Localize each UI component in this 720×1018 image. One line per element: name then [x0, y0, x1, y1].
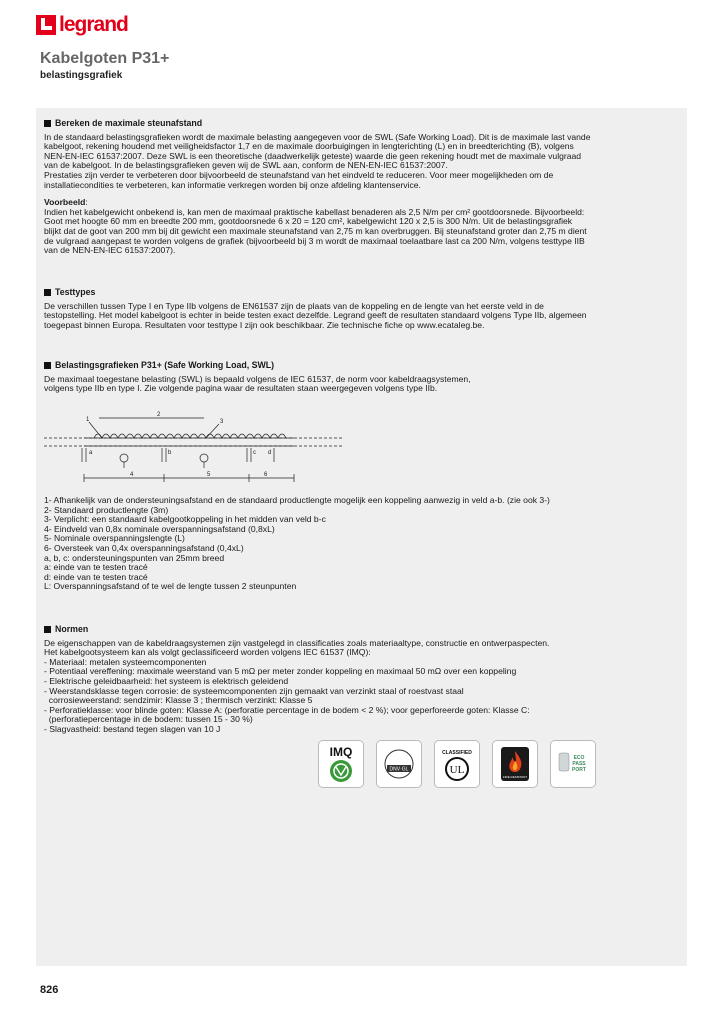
section-heading [44, 625, 664, 635]
text-line: volgens type IIb en type I. Zie volgende pagina waar de resultaten staan weergegeven volgens type IIb. [44, 383, 438, 394]
fire-icon [495, 743, 535, 785]
legend-item: 1- Afhankelijk van de ondersteuningsafstand en de standaard productlengte mogelijk een koppeling aanwezig in veld a-b. (zie ook 3-) [44, 495, 550, 505]
example-paragraph [44, 208, 664, 256]
ul-cert [434, 740, 480, 788]
section-heading [44, 361, 664, 371]
heading-text: Belastingsgrafieken P31+ (Safe Working Load, SWL) [55, 360, 275, 370]
brand-name: legrand [59, 13, 128, 36]
heading-text: Bereken de maximale steunafstand [55, 118, 203, 128]
legend-item: 3- Verplicht: een standaard kabelgootkoppeling in het midden van veld b-c [44, 514, 326, 525]
svg-text:ECO: ECO [573, 755, 585, 761]
label-3: 3 [220, 419, 224, 425]
section-heading [44, 288, 664, 298]
text-line: testopstelling. Het model kabelgoot is echter in beide testen exact dezelfde. Legrand geeft de resultaten standaard volgens Type IIb, algemeen [44, 310, 587, 321]
svg-text:PORT: PORT [572, 767, 586, 773]
example-label: Voorbeeld: [44, 197, 88, 208]
label-6: 6 [264, 472, 268, 478]
legend-item: a: einde van te testen tracé [44, 562, 148, 573]
text-line: De maximaal toegestane belasting (SWL) is bepaald volgens de IEC 61537, de norm voor kabeldraagsystemen, [44, 373, 471, 384]
paragraph [44, 133, 664, 191]
svg-text:DNV·GL: DNV·GL [389, 766, 409, 773]
dnv-gl-logo-icon [379, 743, 419, 785]
svg-text:UL: UL [449, 764, 465, 776]
eco-passport-logo-icon [553, 743, 593, 785]
label-d: d [268, 450, 272, 456]
legend-item: a, b, c: ondersteuningspunten van 25mm breed [44, 552, 225, 563]
eco-passport-cert [550, 740, 596, 788]
label-5: 5 [207, 472, 211, 478]
legend-item: 5- Nominale overspanningslengte (L) [44, 533, 185, 544]
svg-text:PASS: PASS [572, 761, 586, 767]
certification-logos [318, 740, 596, 788]
text-line: installatiecondities te verbeteren, kan informatie verkregen worden bij onze afdeling klantenservice. [44, 179, 421, 190]
svg-text:FIRE RESISTANT: FIRE RESISTANT [502, 775, 528, 779]
text-line: blijkt dat de goot van 200 mm bij dit gewicht een maximale steunafstand van 2,75 m kan overbruggen. Bij steunafstand groter dan 2,75 m dient [44, 225, 587, 236]
label-c: c [253, 450, 256, 456]
text-line: Goot met hoogte 60 mm en breedte 200 mm, gootdoorsnede 6 x 20 = 120 cm², kabelgewicht 120 x 2,5 is 300 N/m. Uit de belastingsgrafiek [44, 216, 573, 227]
text-line: corrosieweerstand: sendzimir: Klasse 3 ; thermisch verzinkt: Klasse 5 [44, 695, 313, 706]
page-number: 826 [40, 984, 59, 996]
text-line: In de standaard belastingsgrafieken wordt de maximale belasting aangegeven voor de SWL (Safe Working Load). Dit is de maximale last vande [44, 131, 591, 142]
heading-text: Normen [55, 624, 89, 634]
page-subtitle: belastingsgrafiek [40, 70, 123, 81]
section-steunafstand [44, 119, 664, 256]
heading-text: Testtypes [55, 287, 96, 297]
imq-logo-icon [321, 743, 361, 785]
label-2: 2 [157, 412, 161, 418]
square-bullet-icon [44, 120, 51, 127]
legend-item: 4- Eindveld van 0,8x nominale overspanningsafstand (0,8xL) [44, 523, 275, 534]
section-heading [44, 119, 664, 129]
square-bullet-icon [44, 626, 51, 633]
text-line: - Potentiaal vereffening: maximale weerstand van 5 mΩ per meter zonder koppeling en maximaal 50 mΩ over een koppeling [44, 666, 517, 677]
example-label-text: Voorbeeld [44, 197, 86, 208]
text-line: De verschillen tussen Type I en Type IIb volgens de EN61537 zijn de plaats van de koppeling en de lengte van het eerste veld in de [44, 300, 544, 311]
ul-classified-logo-icon [437, 743, 477, 785]
text-line: - Elektrische geleidbaarheid: het systeem is elektrisch geleidend [44, 675, 289, 686]
label-a: a [89, 450, 93, 456]
square-bullet-icon [44, 362, 51, 369]
text-line: De eigenschappen van de kabeldraagsystemen zijn vastgelegd in classificaties zoals materiaaltype, constructie en ontwerpaspecten. [44, 637, 550, 648]
text-line: - Materiaal: metalen systeemcomponenten [44, 656, 207, 667]
text-line: de vulgraad aangepast te worden volgens de grafiek (bijvoorbeeld bij 3 m wordt de maximaal toelaatbare last ca 200 N/m, volgens testtype IIB [44, 235, 585, 246]
text-line: van de NEN-EN-IEC 61537:2007). [44, 245, 176, 256]
imq-cert [318, 740, 364, 788]
legrand-logo-icon [36, 15, 56, 35]
text-line: - Perforatieklasse: voor blinde goten: Klasse A: (perforatie percentage in de bodem < 2 %); voor geperforeerde goten: Klasse C: [44, 704, 530, 715]
label-4: 4 [130, 472, 134, 478]
text-line: Prestaties zijn verder te verbeteren door bijvoorbeeld de steunafstand van het eindveld te reduceren. Voor meer mogelijkheden om de [44, 169, 554, 180]
text-line: Het kabelgootsysteem kan als volgt geclassificeerd worden volgens IEC 61537 (IMQ): [44, 647, 371, 658]
label-b: b [168, 450, 172, 456]
text-line: NEN-EN-IEC 61537:2007. Deze SWL is een theoretische (daadwerkelijk geteste) waarde die geen rekening houdt met de maximale vulgraad [44, 150, 582, 161]
brand-logo [36, 14, 128, 36]
text-line: toegepast binnen Europa. Resultaten voor testtype I zijn ook beschikbaar. Zie technische fiche op www.ecataleg.be. [44, 319, 485, 330]
page-title: Kabelgoten P31+ [40, 50, 170, 67]
svg-text:CLASSIFIED: CLASSIFIED [442, 750, 472, 756]
test-setup-diagram [44, 410, 344, 490]
text-line: Indien het kabelgewicht onbekend is, kan men de maximaal praktische kabellast benaderen als 2,5 N/m per cm² gootdoorsnede. Bijvoorbeeld: [44, 206, 585, 217]
legend-item: L: Overspanningsafstand of te wel de lengte tussen 2 steunpunten [44, 581, 297, 592]
square-bullet-icon [44, 289, 51, 296]
label-1: 1 [86, 417, 90, 423]
load-indicator [120, 454, 128, 462]
section-grafieken [44, 361, 664, 394]
section-normen [44, 625, 664, 735]
text-line: (perforatiepercentage in de bodem: tussen 15 - 30 %) [44, 714, 253, 725]
text-line: - Weerstandsklasse tegen corrosie: de systeemcomponenten zijn gemaakt van verzinkt staal of roestvast staal [44, 685, 464, 696]
legend-item: 2- Standaard productlengte (3m) [44, 504, 169, 515]
fire-resistant-cert [492, 740, 538, 788]
text-line: - Slagvastheid: bestand tegen slagen van 10 J [44, 723, 221, 734]
dnv-cert [376, 740, 422, 788]
text-line: van de kabelgoot. In de belastingsgrafieken geven wij de SWL aan, conform de NEN-EN-IEC 61537:2007. [44, 160, 448, 171]
legend-item: 6- Oversteek van 0,4x overspanningsafstand (0,4xL) [44, 542, 244, 553]
section-testtypes [44, 288, 664, 330]
legend-item: d: einde van te testen tracé [44, 571, 148, 582]
cable-load-coils [94, 434, 286, 438]
load-indicator [200, 454, 208, 462]
svg-text:IMQ: IMQ [329, 745, 353, 759]
text-line: kabelgoot, rekening houdend met veiligheidsfactor 1,7 en de maximale doorbuigingen in lengterichting (L) en in breedterichting (B), volgens [44, 141, 574, 152]
legend-list [44, 496, 664, 592]
